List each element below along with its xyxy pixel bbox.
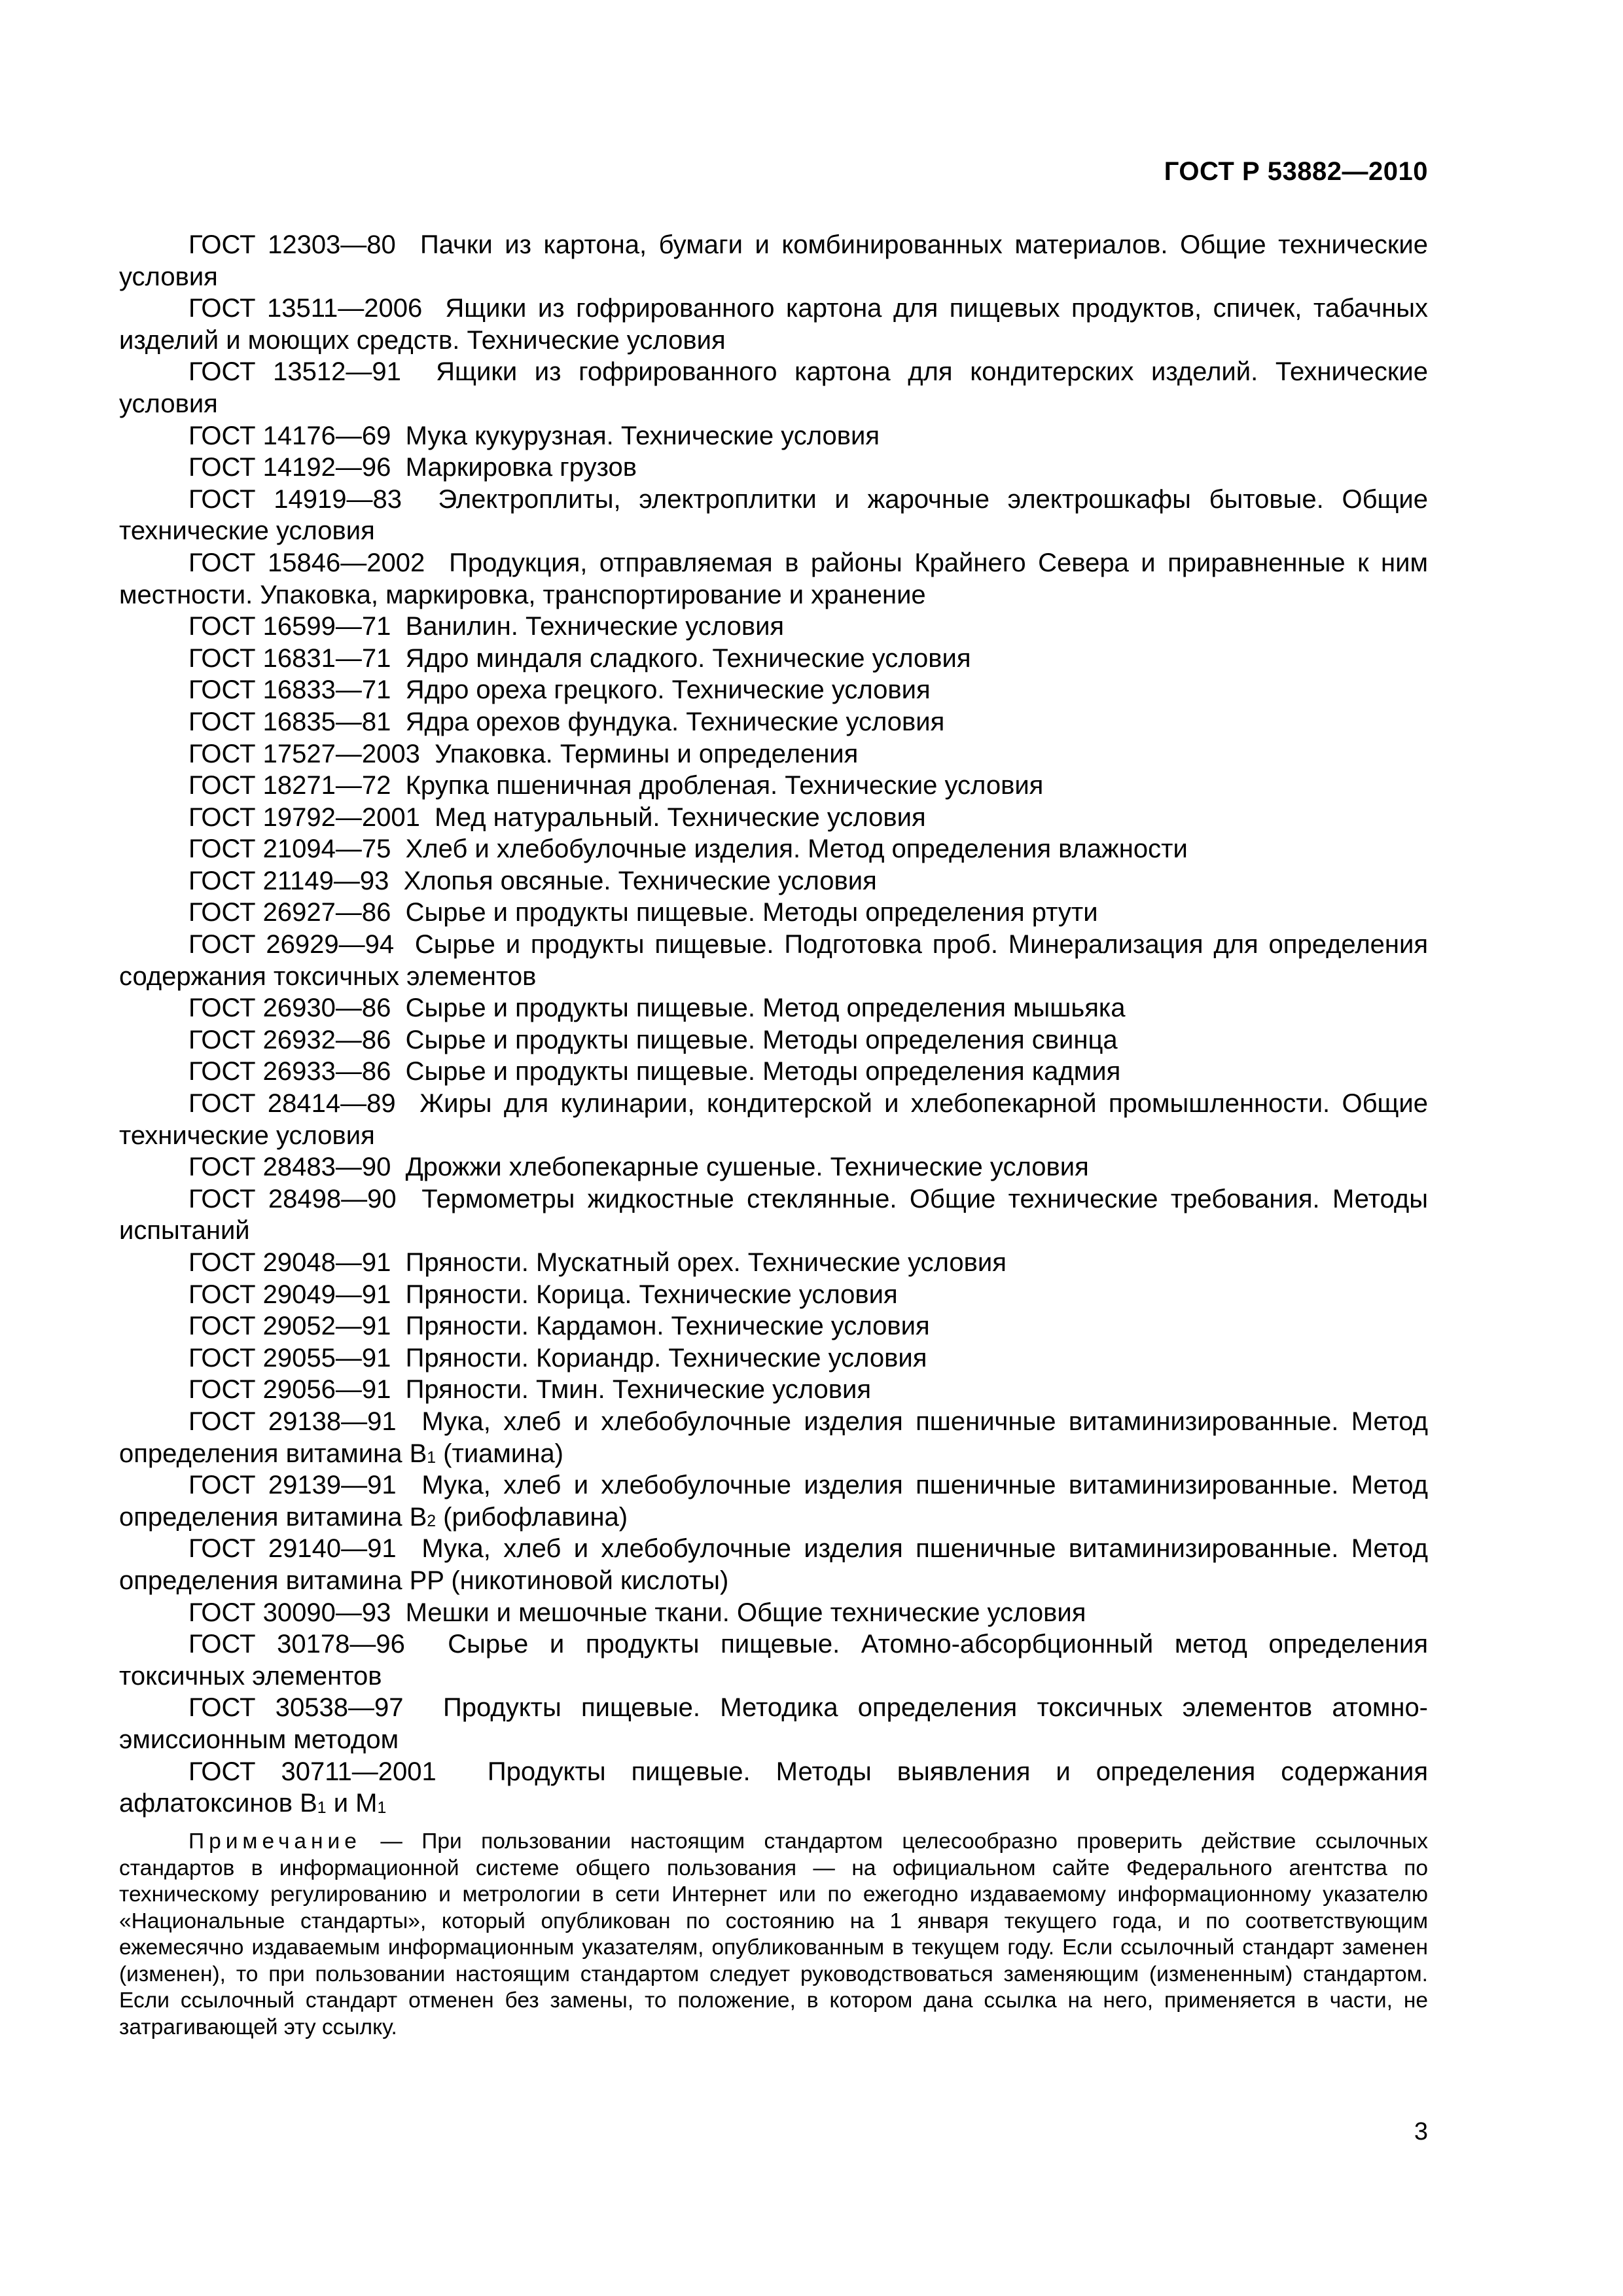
reference-code: ГОСТ 15846—2002 bbox=[188, 548, 425, 577]
reference-code: ГОСТ 16833—71 bbox=[188, 675, 391, 705]
reference-code: ГОСТ 30178—96 bbox=[188, 1630, 405, 1659]
reference-title: Ящики из гофрированного картона для кондитерских изделий. Технические условия bbox=[119, 357, 1429, 418]
reference-entry bbox=[119, 1469, 1428, 1533]
reference-code: ГОСТ 28414—89 bbox=[188, 1089, 396, 1119]
reference-code: ГОСТ 28498—90 bbox=[188, 1184, 397, 1213]
reference-entry bbox=[119, 229, 1428, 293]
reference-code: ГОСТ 16835—81 bbox=[188, 707, 391, 736]
reference-entry bbox=[119, 1279, 1428, 1311]
reference-title: Ядра орехов фундука. Технические условия bbox=[405, 707, 945, 736]
reference-title: Ядро ореха грецкого. Технические условия bbox=[405, 675, 931, 705]
reference-entry bbox=[119, 1374, 1428, 1406]
reference-code: ГОСТ 26929—94 bbox=[188, 930, 395, 960]
note-label: Примечание bbox=[188, 1829, 361, 1854]
reference-code: ГОСТ 14176—69 bbox=[188, 421, 391, 450]
reference-title: Мешки и мешочные ткани. Общие технические условия bbox=[405, 1598, 1086, 1627]
reference-code: ГОСТ 19792—2001 bbox=[188, 802, 420, 832]
reference-title: Мука кукурузная. Технические условия bbox=[405, 421, 880, 450]
reference-entry bbox=[119, 1533, 1428, 1596]
reference-title: Электроплиты, электроплитки и жарочные электрошкафы бытовые. Общие технические условия bbox=[119, 484, 1428, 546]
reference-code: ГОСТ 26930—86 bbox=[188, 994, 391, 1023]
reference-title-part: Мука, хлеб и хлебобулочные изделия пшеничные витаминизированные. Метод определения витамина B bbox=[119, 1407, 1428, 1468]
reference-entry bbox=[119, 356, 1428, 420]
reference-title: Пряности. Мускатный орех. Технические условия bbox=[405, 1248, 1007, 1277]
reference-code: ГОСТ 26927—86 bbox=[188, 898, 391, 927]
reference-code: ГОСТ 14919—83 bbox=[188, 484, 402, 514]
reference-code: ГОСТ 16831—71 bbox=[188, 643, 391, 673]
reference-code: ГОСТ 21149—93 bbox=[188, 866, 389, 895]
reference-title: Пряности. Корица. Технические условия bbox=[405, 1280, 898, 1309]
reference-title: Мед натуральный. Технические условия bbox=[435, 802, 926, 832]
reference-entry bbox=[119, 706, 1428, 738]
reference-entry bbox=[119, 293, 1428, 356]
reference-entry bbox=[119, 929, 1428, 992]
reference-title: Продукты пищевые. Методика определения токсичных элементов атомно-эмиссионным методом bbox=[119, 1693, 1429, 1754]
reference-code: ГОСТ 16599—71 bbox=[188, 612, 391, 641]
note-text: — При пользовании настоящим стандартом целесообразно проверить действие ссылочных стандартов в информационной системе общего пользования — на официальном сайте Федерального агентства по техническому регулированию и метрологии в сети Интернет или по ежегодно издаваемому информационному указателю «Национальные стандарты», который опубликован по состоянию на 1 января текущего года, и по соответствующим ежемесячно издаваемым информационным указателям, опубликованным в текущем году. Если ссылочный стандарт заменен (изменен), то при пользовании настоящим стандартом следует руководствоваться заменяющим (измененным) стандартом. Если ссылочный стандарт отменен без замены, то положение, в котором дана ссылка на него, применяется в части, не затрагивающей эту ссылку. bbox=[119, 1829, 1428, 2039]
reference-entry bbox=[119, 802, 1428, 834]
reference-title: Сырье и продукты пищевые. Методы определения ртути bbox=[405, 898, 1098, 927]
reference-title: Пряности. Тмин. Технические условия bbox=[405, 1375, 871, 1405]
reference-title: Сырье и продукты пищевые. Метод определения мышьяка bbox=[405, 994, 1126, 1023]
subscript: 1 bbox=[427, 1449, 437, 1467]
reference-code: ГОСТ 12303—80 bbox=[188, 230, 396, 259]
subscript: 2 bbox=[427, 1513, 437, 1531]
reference-entry bbox=[119, 1024, 1428, 1056]
page-number: 3 bbox=[1414, 2118, 1428, 2145]
reference-title: Пряности. Кориандр. Технические условия bbox=[405, 1343, 927, 1372]
reference-entry bbox=[119, 738, 1428, 770]
reference-code: ГОСТ 29055—91 bbox=[188, 1343, 391, 1372]
reference-code: ГОСТ 29056—91 bbox=[188, 1375, 391, 1405]
reference-title: Жиры для кулинарии, кондитерской и хлебопекарной промышленности. Общие технические условия bbox=[119, 1089, 1429, 1150]
reference-code: ГОСТ 30090—93 bbox=[188, 1598, 391, 1627]
reference-entry bbox=[119, 484, 1428, 547]
reference-entry bbox=[119, 1151, 1428, 1183]
reference-entry bbox=[119, 1183, 1428, 1247]
document-code-header: ГОСТ Р 53882—2010 bbox=[1164, 157, 1428, 186]
subscript: 1 bbox=[317, 1799, 327, 1817]
reference-title: Ящики из гофрированного картона для пищевых продуктов, спичек, табачных изделий и моющих средств. Технические условия bbox=[119, 294, 1428, 355]
reference-code: ГОСТ 30538—97 bbox=[188, 1693, 404, 1723]
reference-code: ГОСТ 13511—2006 bbox=[188, 294, 423, 323]
reference-title: Крупка пшеничная дробленая. Технические условия bbox=[405, 771, 1044, 800]
reference-title-part: Продукты пищевые. Методы выявления и определения содержания афлатоксинов B bbox=[119, 1757, 1428, 1818]
note-paragraph bbox=[119, 1829, 1428, 2041]
reference-code: ГОСТ 30711—2001 bbox=[188, 1757, 437, 1786]
reference-entry bbox=[119, 1247, 1428, 1279]
reference-code: ГОСТ 29140—91 bbox=[188, 1534, 397, 1564]
reference-title: Сырье и продукты пищевые. Подготовка проб. Минерализация для определения содержания токсичных элементов bbox=[119, 930, 1429, 991]
reference-entry bbox=[119, 1406, 1428, 1469]
reference-code: ГОСТ 29052—91 bbox=[188, 1312, 391, 1341]
reference-code: ГОСТ 26933—86 bbox=[188, 1057, 391, 1086]
reference-title: Упаковка. Термины и определения bbox=[435, 739, 859, 768]
reference-entry bbox=[119, 1342, 1428, 1374]
reference-title: Продукция, отправляемая в районы Крайнего Севера и приравненные к ним местности. Упаковка, маркировка, транспортирование и хранение bbox=[119, 548, 1428, 609]
reference-title: Мука, хлеб и хлебобулочные изделия пшеничные витаминизированные. Метод определения витамина PP (никотиновой кислоты) bbox=[119, 1534, 1428, 1595]
reference-entry bbox=[119, 420, 1428, 452]
reference-entry bbox=[119, 643, 1428, 675]
reference-entry bbox=[119, 547, 1428, 611]
reference-title-part: и M bbox=[326, 1789, 378, 1818]
reference-code: ГОСТ 29049—91 bbox=[188, 1280, 391, 1309]
reference-code: ГОСТ 17527—2003 bbox=[188, 739, 420, 768]
reference-title: Сырье и продукты пищевые. Методы определения кадмия bbox=[405, 1057, 1121, 1086]
normative-references-list bbox=[119, 229, 1428, 1820]
reference-entry bbox=[119, 770, 1428, 802]
reference-entry bbox=[119, 1628, 1428, 1692]
reference-entry bbox=[119, 1692, 1428, 1755]
reference-title: Маркировка грузов bbox=[405, 453, 637, 482]
reference-code: ГОСТ 29139—91 bbox=[188, 1471, 397, 1500]
reference-entry bbox=[119, 897, 1428, 929]
reference-entry bbox=[119, 865, 1428, 897]
reference-code: ГОСТ 28483—90 bbox=[188, 1153, 391, 1182]
reference-code: ГОСТ 13512—91 bbox=[188, 357, 401, 387]
reference-entry bbox=[119, 452, 1428, 484]
reference-entry bbox=[119, 1597, 1428, 1629]
reference-title: Сырье и продукты пищевые. Атомно-абсорбционный метод определения токсичных элементов bbox=[119, 1630, 1429, 1691]
reference-title-part: (тиамина) bbox=[436, 1439, 563, 1468]
reference-code: ГОСТ 14192—96 bbox=[188, 453, 391, 482]
subscript: 1 bbox=[377, 1799, 387, 1817]
reference-title-part: Мука, хлеб и хлебобулочные изделия пшеничные витаминизированные. Метод определения витамина B bbox=[119, 1471, 1428, 1532]
reference-title: Ядро миндаля сладкого. Технические условия bbox=[405, 643, 971, 673]
reference-title-part: (рибофлавина) bbox=[436, 1502, 628, 1532]
reference-entry bbox=[119, 1088, 1428, 1151]
reference-code: ГОСТ 29138—91 bbox=[188, 1407, 397, 1436]
reference-entry bbox=[119, 1756, 1428, 1820]
reference-entry bbox=[119, 611, 1428, 643]
reference-code: ГОСТ 26932—86 bbox=[188, 1025, 391, 1054]
reference-title: Дрожжи хлебопекарные сушеные. Технические условия bbox=[405, 1153, 1089, 1182]
reference-title: Пачки из картона, бумаги и комбинированных материалов. Общие технические условия bbox=[119, 230, 1429, 291]
reference-title: Хлеб и хлебобулочные изделия. Метод определения влажности bbox=[405, 834, 1188, 864]
reference-entry bbox=[119, 674, 1428, 706]
reference-title: Ванилин. Технические условия bbox=[405, 612, 785, 641]
reference-code: ГОСТ 21094—75 bbox=[188, 834, 391, 864]
reference-entry bbox=[119, 1310, 1428, 1342]
reference-code: ГОСТ 18271—72 bbox=[188, 771, 391, 800]
reference-title: Хлопья овсяные. Технические условия bbox=[403, 866, 877, 895]
reference-title: Пряности. Кардамон. Технические условия bbox=[405, 1312, 930, 1341]
reference-code: ГОСТ 29048—91 bbox=[188, 1248, 391, 1277]
reference-title: Сырье и продукты пищевые. Методы определения свинца bbox=[405, 1025, 1118, 1054]
reference-title: Термометры жидкостные стеклянные. Общие технические требования. Методы испытаний bbox=[119, 1184, 1428, 1246]
reference-entry bbox=[119, 833, 1428, 865]
reference-entry bbox=[119, 1056, 1428, 1088]
reference-entry bbox=[119, 992, 1428, 1024]
